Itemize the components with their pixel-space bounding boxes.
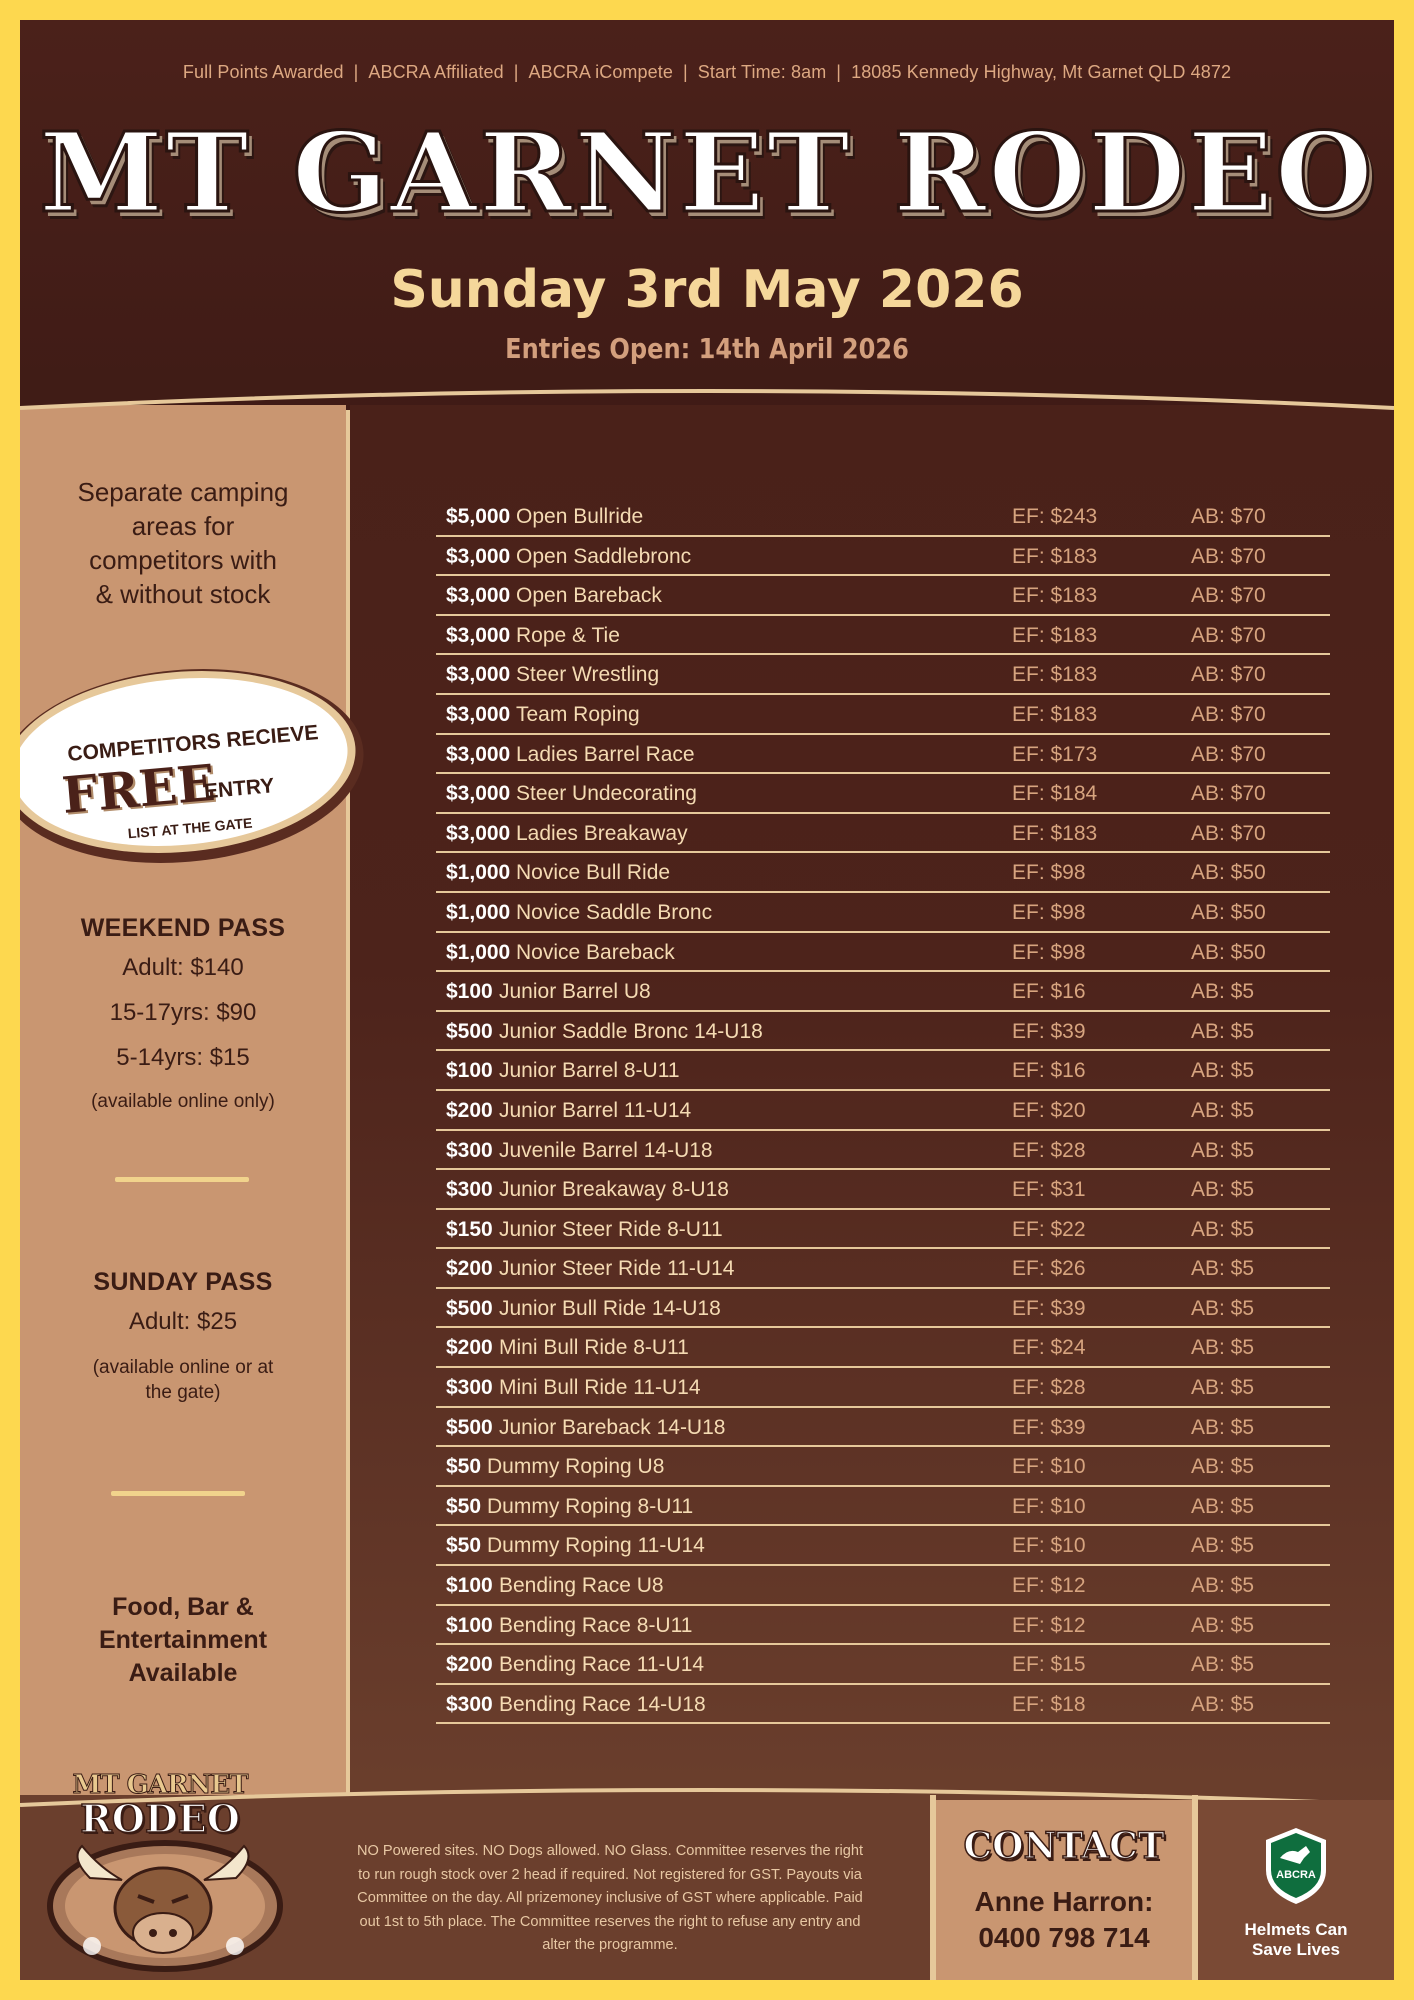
sunday-pass-adult: Adult: $25 (128, 1308, 238, 1335)
event-name: Bending Race 14-U18 (499, 1692, 706, 1716)
contact-phone: 0400 798 714 (978, 1922, 1150, 1953)
poster-content (20, 20, 1394, 1980)
event-name: Steer Undecorating (516, 782, 697, 806)
event-row (436, 616, 1330, 656)
footer-note-line: alter the programme. (542, 1937, 678, 1953)
event-prize: $3,000 (446, 663, 511, 687)
sidebar-rule (111, 1491, 245, 1496)
event-ab-fee: AB: $70 (1191, 544, 1266, 568)
badge-line1: COMPETITORS RECIEVE (66, 721, 320, 766)
event-entry-fee: EF: $183 (1012, 544, 1098, 568)
event-name: Novice Bareback (516, 940, 675, 964)
header-wave (20, 380, 1394, 450)
event-entry-fee: EF: $243 (1012, 505, 1098, 528)
abcra-label: ABCRA (1276, 1869, 1316, 1881)
event-ab-fee: AB: $5 (1191, 1098, 1255, 1122)
footer-notes (325, 1840, 895, 1958)
event-ab-fee: AB: $5 (1191, 1613, 1255, 1637)
footer-note-line: NO Powered sites. NO Dogs allowed. NO Glass. Committee reserves the right (356, 1843, 864, 1859)
event-ab-fee: AB: $50 (1191, 940, 1266, 964)
event-row (436, 933, 1330, 973)
camping-line: Separate camping (77, 477, 289, 507)
weekend-pass-title: WEEKEND PASS (80, 914, 286, 942)
event-name: Open Saddlebronc (516, 544, 692, 568)
info-start-time: Start Time: 8am (697, 62, 827, 82)
event-ab-fee: AB: $5 (1191, 1415, 1255, 1439)
event-row (436, 1012, 1330, 1052)
sidebar-divider (346, 410, 350, 1815)
event-row (436, 1091, 1330, 1131)
event-ab-fee: AB: $70 (1191, 821, 1266, 845)
event-name: Junior Steer Ride 11-U14 (499, 1257, 735, 1281)
entries-open: Entries Open: 14th April 2026 (505, 332, 909, 365)
event-name: Dummy Roping U8 (487, 1455, 665, 1479)
logo-text: MT GARNET (72, 1770, 248, 1800)
event-prize: $200 (446, 1257, 493, 1281)
event-prize: $3,000 (446, 742, 511, 766)
camping-line: & without stock (95, 579, 271, 609)
event-row (436, 1606, 1330, 1646)
event-entry-fee: EF: $98 (1012, 900, 1086, 924)
event-name: Bending Race U8 (499, 1574, 664, 1598)
abcra-shield-icon (1262, 1826, 1330, 1906)
event-entry-fee: EF: $10 (1012, 1494, 1086, 1518)
event-entry-fee: EF: $26 (1012, 1257, 1086, 1281)
camping-line: competitors with (89, 545, 277, 575)
event-prize: $3,000 (446, 782, 511, 806)
weekend-pass-note: (available online only) (91, 1091, 275, 1112)
event-ab-fee: AB: $70 (1191, 702, 1266, 726)
event-ab-fee: AB: $5 (1191, 1019, 1255, 1043)
event-entry-fee: EF: $24 (1012, 1336, 1086, 1360)
event-prize: $1,000 (446, 861, 511, 885)
event-prize: $5,000 (446, 505, 511, 528)
event-name: Junior Breakaway 8-U18 (499, 1178, 729, 1202)
event-prize: $3,000 (446, 544, 511, 568)
event-name: Junior Barrel 8-U11 (499, 1059, 680, 1083)
sunday-pass-note: (available online or at (92, 1357, 274, 1378)
footer-note-line: out 1st to 5th place. The Committee reserves the right to refuse any entry and (359, 1913, 861, 1930)
contact-title: CONTACT (963, 1825, 1165, 1867)
event-entry-fee: EF: $10 (1012, 1455, 1086, 1479)
event-entry-fee: EF: $16 (1012, 980, 1086, 1004)
events-list (436, 497, 1330, 1724)
event-ab-fee: AB: $70 (1191, 663, 1266, 687)
event-ab-fee: AB: $5 (1191, 1534, 1255, 1558)
event-ab-fee: AB: $50 (1191, 861, 1266, 885)
event-prize: $500 (446, 1019, 493, 1043)
badge-list: LIST AT THE GATE (127, 814, 253, 842)
page-title: MT GARNET RODEO (39, 108, 1375, 237)
event-prize: $300 (446, 1178, 493, 1202)
event-row (436, 1289, 1330, 1329)
event-row (436, 1328, 1330, 1368)
event-name: Junior Barrel 11-U14 (499, 1098, 692, 1122)
sidebar-rule (115, 1177, 249, 1182)
event-row (436, 1685, 1330, 1725)
event-ab-fee: AB: $5 (1191, 1494, 1255, 1518)
event-prize: $300 (446, 1138, 493, 1162)
event-entry-fee: EF: $183 (1012, 584, 1098, 608)
event-entry-fee: EF: $183 (1012, 663, 1098, 687)
event-ab-fee: AB: $5 (1191, 1376, 1255, 1400)
helmets-line: Save Lives (1252, 1940, 1340, 1959)
event-ab-fee: AB: $5 (1191, 1296, 1255, 1320)
event-prize: $50 (446, 1455, 482, 1479)
info-line: Full Points Awarded | ABCRA Affiliated | ABCRA iCompete | Start Time: 8am | 18085 Kennedy Highway, Mt Garnet QLD 4872 (182, 62, 1232, 82)
event-ab-fee: AB: $5 (1191, 1257, 1255, 1281)
event-row (436, 1487, 1330, 1527)
weekend-pass-youth: 15-17yrs: $90 (109, 999, 257, 1026)
event-entry-fee: EF: $183 (1012, 821, 1098, 845)
logo-text: RODEO (80, 1796, 240, 1841)
event-row (436, 774, 1330, 814)
event-name: Open Bareback (516, 584, 662, 608)
event-prize: $3,000 (446, 623, 511, 647)
event-ab-fee: AB: $5 (1191, 1059, 1255, 1083)
footer-note-line: to run rough stock over 2 head if required. Not registered for GST. Payouts via (358, 1866, 862, 1883)
badge-free: FREE (59, 752, 218, 825)
event-entry-fee: EF: $18 (1012, 1692, 1086, 1716)
event-row (436, 853, 1330, 893)
event-ab-fee: AB: $50 (1191, 900, 1266, 924)
event-name: Junior Bareback 14-U18 (499, 1415, 726, 1439)
sunday-pass-title: SUNDAY PASS (93, 1268, 273, 1296)
event-prize: $200 (446, 1098, 493, 1122)
event-entry-fee: EF: $173 (1012, 742, 1098, 766)
event-name: Mini Bull Ride 11-U14 (499, 1376, 701, 1400)
event-row (436, 1408, 1330, 1448)
event-entry-fee: EF: $183 (1012, 623, 1098, 647)
event-name: Juvenile Barrel 14-U18 (499, 1138, 713, 1162)
event-entry-fee: EF: $98 (1012, 861, 1086, 885)
event-row (436, 1249, 1330, 1289)
event-row (436, 1645, 1330, 1685)
event-prize: $3,000 (446, 584, 511, 608)
event-ab-fee: AB: $5 (1191, 1574, 1255, 1598)
event-row (436, 655, 1330, 695)
event-entry-fee: EF: $39 (1012, 1415, 1086, 1439)
camping-info (20, 475, 346, 611)
event-prize: $500 (446, 1415, 493, 1439)
event-row (436, 695, 1330, 735)
event-name: Open Bullride (516, 505, 644, 528)
event-ab-fee: AB: $5 (1191, 1336, 1255, 1360)
helmets-text (1198, 1920, 1394, 1960)
event-name: Ladies Breakaway (516, 821, 688, 845)
event-entry-fee: EF: $39 (1012, 1296, 1086, 1320)
event-entry-fee: EF: $12 (1012, 1613, 1086, 1637)
event-prize: $50 (446, 1534, 482, 1558)
event-name: Junior Saddle Bronc 14-U18 (499, 1019, 763, 1043)
event-name: Mini Bull Ride 8-U11 (499, 1336, 689, 1360)
event-name: Bending Race 11-U14 (499, 1653, 705, 1677)
event-row (436, 1051, 1330, 1091)
event-name: Junior Barrel U8 (499, 980, 651, 1004)
event-name: Dummy Roping 11-U14 (487, 1534, 705, 1558)
event-entry-fee: EF: $184 (1012, 782, 1098, 806)
info-affiliated: ABCRA Affiliated (368, 62, 504, 82)
event-name: Junior Steer Ride 8-U11 (499, 1217, 723, 1241)
event-row (436, 972, 1330, 1012)
event-prize: $100 (446, 1613, 493, 1637)
event-entry-fee: EF: $31 (1012, 1178, 1086, 1202)
event-row (436, 537, 1330, 577)
event-prize: $3,000 (446, 702, 511, 726)
event-ab-fee: AB: $5 (1191, 1217, 1255, 1241)
event-prize: $1,000 (446, 940, 511, 964)
footer-note-line: Committee on the day. All prizemoney inclusive of GST where applicable. Paid (357, 1890, 863, 1906)
info-full-points: Full Points Awarded (182, 62, 344, 82)
event-row (436, 1210, 1330, 1250)
event-ab-fee: AB: $70 (1191, 505, 1266, 528)
event-row (436, 1131, 1330, 1171)
event-row (436, 1447, 1330, 1487)
event-ab-fee: AB: $5 (1191, 1692, 1255, 1716)
event-ab-fee: AB: $5 (1191, 1178, 1255, 1202)
event-prize: $1,000 (446, 900, 511, 924)
helmets-line: Helmets Can (1244, 1920, 1348, 1939)
event-entry-fee: EF: $39 (1012, 1019, 1086, 1043)
event-row (436, 735, 1330, 775)
event-prize: $500 (446, 1296, 493, 1320)
event-date: Sunday 3rd May 2026 (390, 260, 1024, 320)
weekend-pass-child: 5-14yrs: $15 (116, 1044, 250, 1071)
event-row (436, 1566, 1330, 1606)
event-name: Steer Wrestling (516, 663, 660, 687)
event-prize: $300 (446, 1692, 493, 1716)
event-prize: $3,000 (446, 821, 511, 845)
event-name: Dummy Roping 8-U11 (487, 1494, 694, 1518)
event-entry-fee: EF: $12 (1012, 1574, 1086, 1598)
food-line: Food, Bar & (112, 1593, 254, 1621)
event-row (436, 1526, 1330, 1566)
event-entry-fee: EF: $98 (1012, 940, 1086, 964)
info-icompete: ABCRA iCompete (528, 62, 673, 82)
event-prize: $150 (446, 1217, 493, 1241)
event-row (436, 1170, 1330, 1210)
event-name: Team Roping (516, 702, 640, 726)
event-prize: $200 (446, 1336, 493, 1360)
event-prize: $100 (446, 1574, 493, 1598)
event-row (436, 893, 1330, 933)
event-prize: $50 (446, 1494, 482, 1518)
badge-entry: ENTRY (203, 774, 276, 804)
event-ab-fee: AB: $5 (1191, 1138, 1255, 1162)
contact-name: Anne Harron: (974, 1886, 1154, 1917)
event-entry-fee: EF: $22 (1012, 1217, 1086, 1241)
event-name: Novice Bull Ride (516, 861, 671, 885)
event-entry-fee: EF: $28 (1012, 1138, 1086, 1162)
event-name: Novice Saddle Bronc (516, 900, 713, 924)
event-entry-fee: EF: $16 (1012, 1059, 1086, 1083)
event-ab-fee: AB: $5 (1191, 1653, 1255, 1677)
event-row (436, 1368, 1330, 1408)
event-ab-fee: AB: $70 (1191, 782, 1266, 806)
food-line: Entertainment (98, 1626, 268, 1654)
event-entry-fee: EF: $183 (1012, 702, 1098, 726)
event-name: Junior Bull Ride 14-U18 (499, 1296, 721, 1320)
event-ab-fee: AB: $5 (1191, 1455, 1255, 1479)
event-prize: $200 (446, 1653, 493, 1677)
event-entry-fee: EF: $28 (1012, 1376, 1086, 1400)
camping-line: areas for (131, 511, 235, 541)
event-name: Bending Race 8-U11 (499, 1613, 693, 1637)
food-line: Available (128, 1659, 238, 1687)
event-row (436, 497, 1330, 537)
event-name: Ladies Barrel Race (516, 742, 695, 766)
event-entry-fee: EF: $15 (1012, 1653, 1086, 1677)
event-ab-fee: AB: $70 (1191, 584, 1266, 608)
event-entry-fee: EF: $20 (1012, 1098, 1086, 1122)
food-bar-info (20, 1591, 346, 1690)
event-ab-fee: AB: $70 (1191, 623, 1266, 647)
event-row (436, 576, 1330, 616)
weekend-pass-adult: Adult: $140 (122, 954, 244, 981)
info-address: 18085 Kennedy Highway, Mt Garnet QLD 4872 (851, 62, 1232, 82)
event-entry-fee: EF: $10 (1012, 1534, 1086, 1558)
sunday-pass-note: the gate) (145, 1382, 221, 1403)
event-prize: $300 (446, 1376, 493, 1400)
event-name: Rope & Tie (516, 623, 620, 647)
event-prize: $100 (446, 980, 493, 1004)
event-ab-fee: AB: $5 (1191, 980, 1255, 1004)
event-ab-fee: AB: $70 (1191, 742, 1266, 766)
event-prize: $100 (446, 1059, 493, 1083)
event-row (436, 814, 1330, 854)
